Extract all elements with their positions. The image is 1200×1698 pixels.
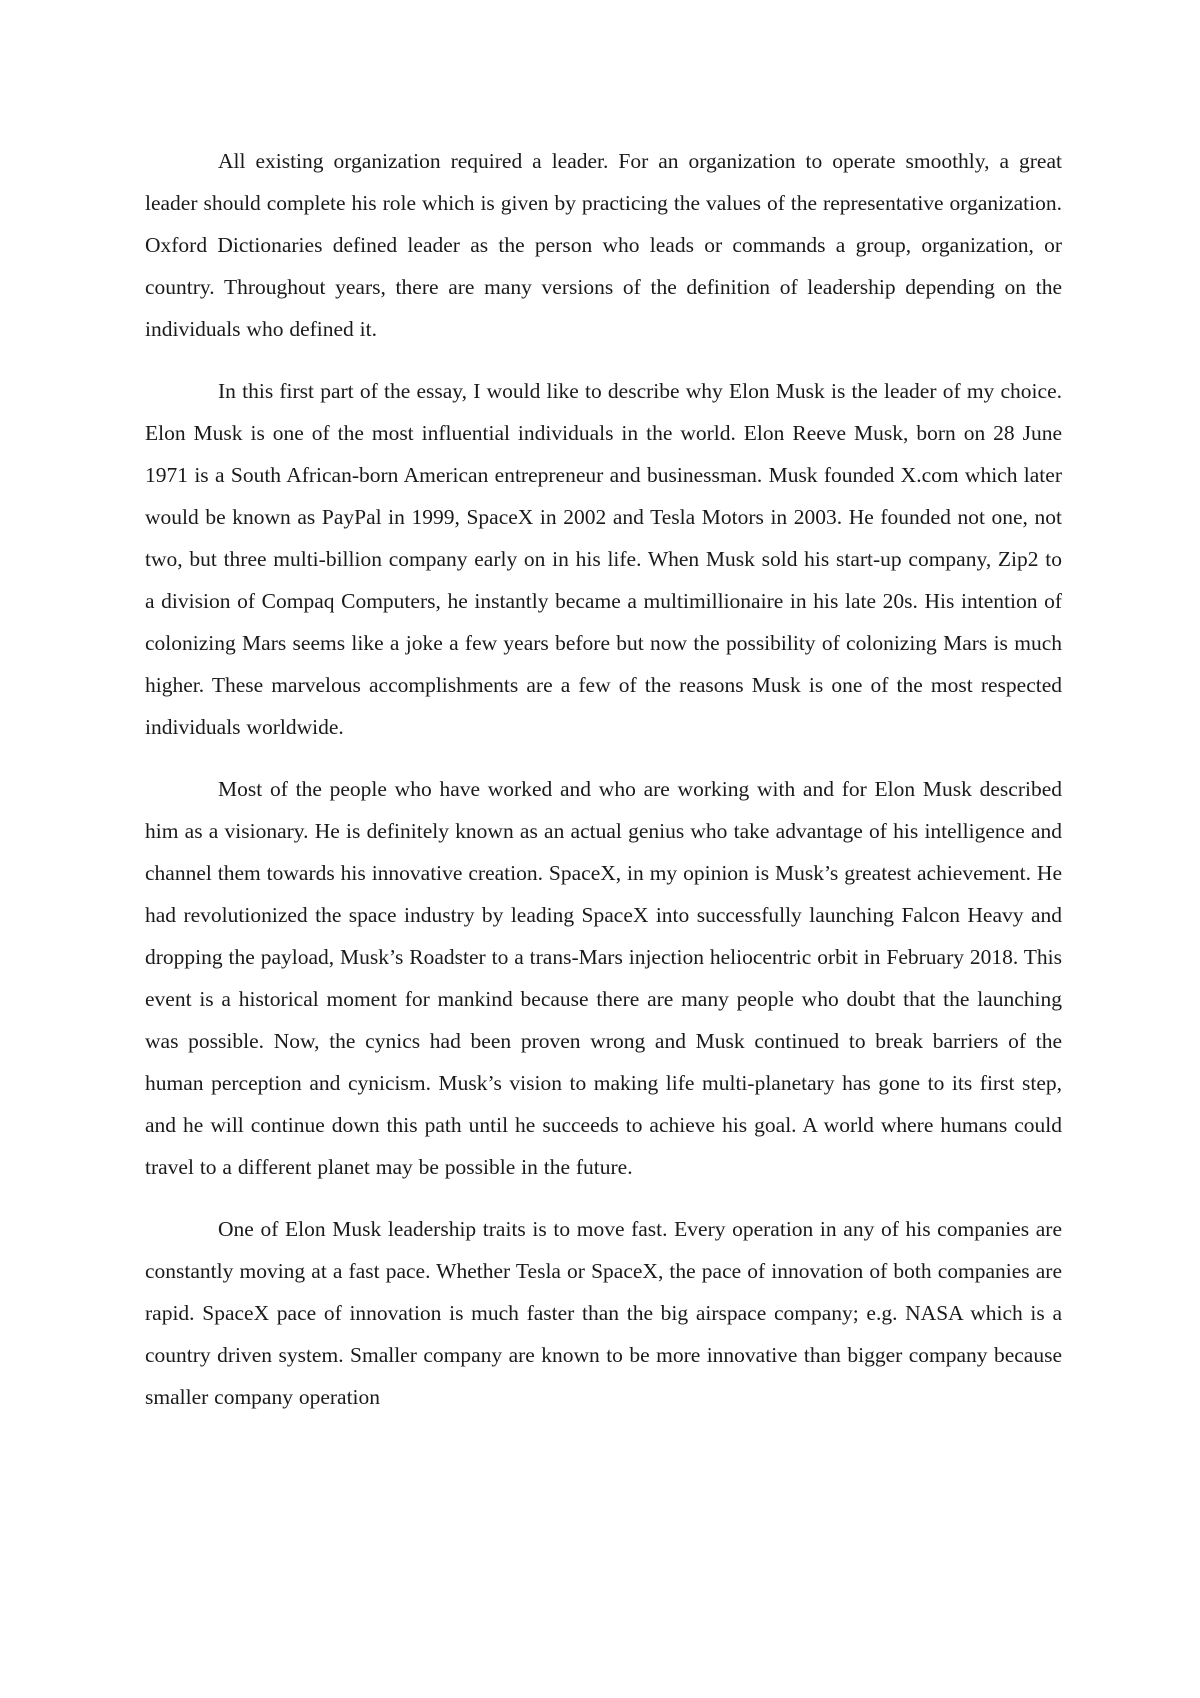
essay-body bbox=[145, 140, 1062, 1438]
paragraph-visionary: Most of the people who have worked and who are working with and for Elon Musk described him as a visionary. He is definitely known as an actual genius who take advantage of his intelligence and channel them towards his innovative creation. SpaceX, in my opinion is Musk’s greatest achievement. He had revolutionized the space industry by leading SpaceX into successfully launching Falcon Heavy and dropping the payload, Musk’s Roadster to a trans-Mars injection heliocentric orbit in February 2018. This event is a historical moment for mankind because there are many people who doubt that the launching was possible. Now, the cynics had been proven wrong and Musk continued to break barriers of the human perception and cynicism. Musk’s vision to making life multi-planetary has gone to its first step, and he will continue down this path until he succeeds to achieve his goal. A world where humans could travel to a different planet may be possible in the future. bbox=[145, 777, 1062, 1179]
paragraph-leader-choice: In this first part of the essay, I would like to describe why Elon Musk is the leader of my choice. Elon Musk is one of the most influential individuals in the world. Elon Reeve Musk, born on 28 June 1971 is a South African-born American entrepreneur and businessman. Musk founded X.com which later would be known as PayPal in 1999, SpaceX in 2002 and Tesla Motors in 2003. He founded not one, not two, but three multi-billion company early on in his life. When Musk sold his start-up company, Zip2 to a division of Compaq Computers, he instantly became a multimillionaire in his late 20s. His intention of colonizing Mars seems like a joke a few years before but now the possibility of colonizing Mars is much higher. These marvelous accomplishments are a few of the reasons Musk is one of the most respected individuals worldwide. bbox=[145, 379, 1062, 739]
paragraph-leadership-definition: All existing organization required a leader. For an organization to operate smoothly, a great leader should complete his role which is given by practicing the values of the representative organization. Oxford Dictionaries defined leader as the person who leads or commands a group, organization, or country. Throughout years, there are many versions of the definition of leadership depending on the individuals who defined it. bbox=[145, 149, 1062, 341]
paragraph-move-fast: One of Elon Musk leadership traits is to move fast. Every operation in any of his companies are constantly moving at a fast pace. Whether Tesla or SpaceX, the pace of innovation of both companies are rapid. SpaceX pace of innovation is much faster than the big airspace company; e.g. NASA which is a country driven system. Smaller company are known to be more innovative than bigger company because smaller company operation bbox=[145, 1217, 1062, 1409]
